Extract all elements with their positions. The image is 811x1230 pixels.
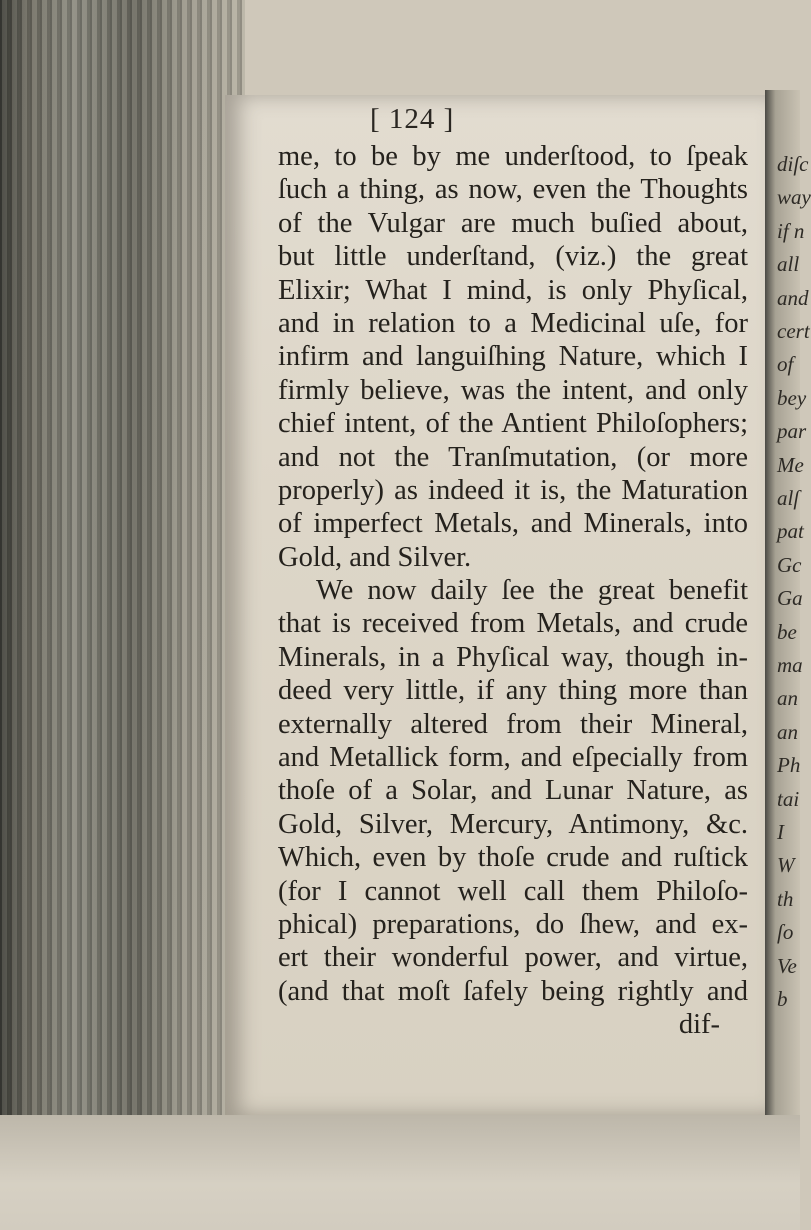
text-line: ſuch a thing, as now, even the Thoughts xyxy=(278,174,748,206)
text-line: We now daily ſee the great benefit xyxy=(316,575,748,607)
adjacent-page-fragment: pat xyxy=(777,519,804,544)
adjacent-page-fragment: and xyxy=(777,285,809,310)
text-line: Minerals, in a Phyſical way, though in- xyxy=(278,641,748,673)
adjacent-page-fragment: Gc xyxy=(777,552,802,577)
adjacent-page-fragment: th xyxy=(777,886,794,911)
adjacent-page-fragment: all xyxy=(777,252,800,277)
text-line: Gold, and Silver. xyxy=(278,541,472,573)
text-line: Gold, Silver, Mercury, Antimony, &c. xyxy=(278,808,748,840)
text-line: Elixir; What I mind, is only Phyſical, xyxy=(278,274,748,306)
adjacent-page-fragment: W xyxy=(777,853,795,878)
text-line: ert their wonderful power, and virtue, xyxy=(278,942,748,974)
text-line: phical) preparations, do ſhew, and ex- xyxy=(278,908,748,940)
adjacent-page-fragment: Me xyxy=(777,452,804,477)
text-line: Which, even by thoſe crude and ruſtick xyxy=(278,842,748,874)
text-line: but little underſtand, (viz.) the great xyxy=(278,241,748,273)
adjacent-page-fragment: bey xyxy=(777,385,807,410)
adjacent-page-fragment: an xyxy=(777,719,798,744)
adjacent-page xyxy=(765,90,811,1120)
text-line: me, to be by me underſtood, to ſpeak xyxy=(278,141,748,172)
text-line: and not the Tranſmutation, (or more xyxy=(278,441,748,473)
text-line: and in relation to a Medicinal uſe, for xyxy=(278,307,748,339)
adjacent-page-fragment: ma xyxy=(777,653,803,677)
text-line: thoſe of a Solar, and Lunar Nature, as xyxy=(278,775,748,807)
text-line: chief intent, of the Antient Philoſophers; xyxy=(278,408,748,440)
adjacent-page-fragment: of xyxy=(777,352,794,377)
adjacent-page-fragment: Ve xyxy=(777,953,797,978)
gutter-texture xyxy=(0,0,245,1230)
catchword: dif- xyxy=(678,1009,720,1041)
text-line: properly) as indeed it is, the Maturation xyxy=(278,474,748,506)
adjacent-page-fragment: tai xyxy=(777,786,800,811)
adjacent-page-fragment: b xyxy=(777,987,788,1011)
adjacent-page-fragment: way xyxy=(777,185,811,210)
adjacent-page-fragment: alſ xyxy=(777,486,800,510)
text-line: deed very little, if any thing more than xyxy=(278,675,748,707)
adjacent-page-fragment: I xyxy=(777,820,784,844)
text-line: (and that moſt ſafely being rightly and xyxy=(278,975,748,1007)
text-line: externally altered from their Mineral, xyxy=(278,708,748,740)
text-line: of imperfect Metals, and Minerals, into xyxy=(278,508,748,540)
text-line: infirm and languiſhing Nature, which I xyxy=(278,341,748,373)
adjacent-page-fragment: Ph xyxy=(777,753,801,778)
adjacent-page-fragment: diſc xyxy=(777,152,809,176)
adjacent-page-fragment: par xyxy=(777,419,807,444)
adjacent-page-fragment: an xyxy=(777,686,798,711)
adjacent-page-fragment: be xyxy=(777,619,797,644)
text-line: (for I cannot well call them Philoſo- xyxy=(278,875,748,907)
page-text xyxy=(278,140,748,1042)
text-line: of the Vulgar are much buſied about, xyxy=(278,207,748,239)
text-line: and Metallick form, and eſpecially from xyxy=(278,742,748,774)
adjacent-page-fragment: Ga xyxy=(777,586,803,611)
text-line: that is received from Metals, and crude xyxy=(278,608,748,640)
page-number: [ 124 ] xyxy=(370,103,455,135)
adjacent-page-fragment: if n xyxy=(777,218,805,243)
text-line: firmly believe, was the intent, and only xyxy=(278,374,748,406)
page-bottom-edge xyxy=(0,1115,800,1230)
adjacent-page-fragment: ſo xyxy=(777,920,794,945)
adjacent-page-fragment: cert xyxy=(777,319,810,343)
